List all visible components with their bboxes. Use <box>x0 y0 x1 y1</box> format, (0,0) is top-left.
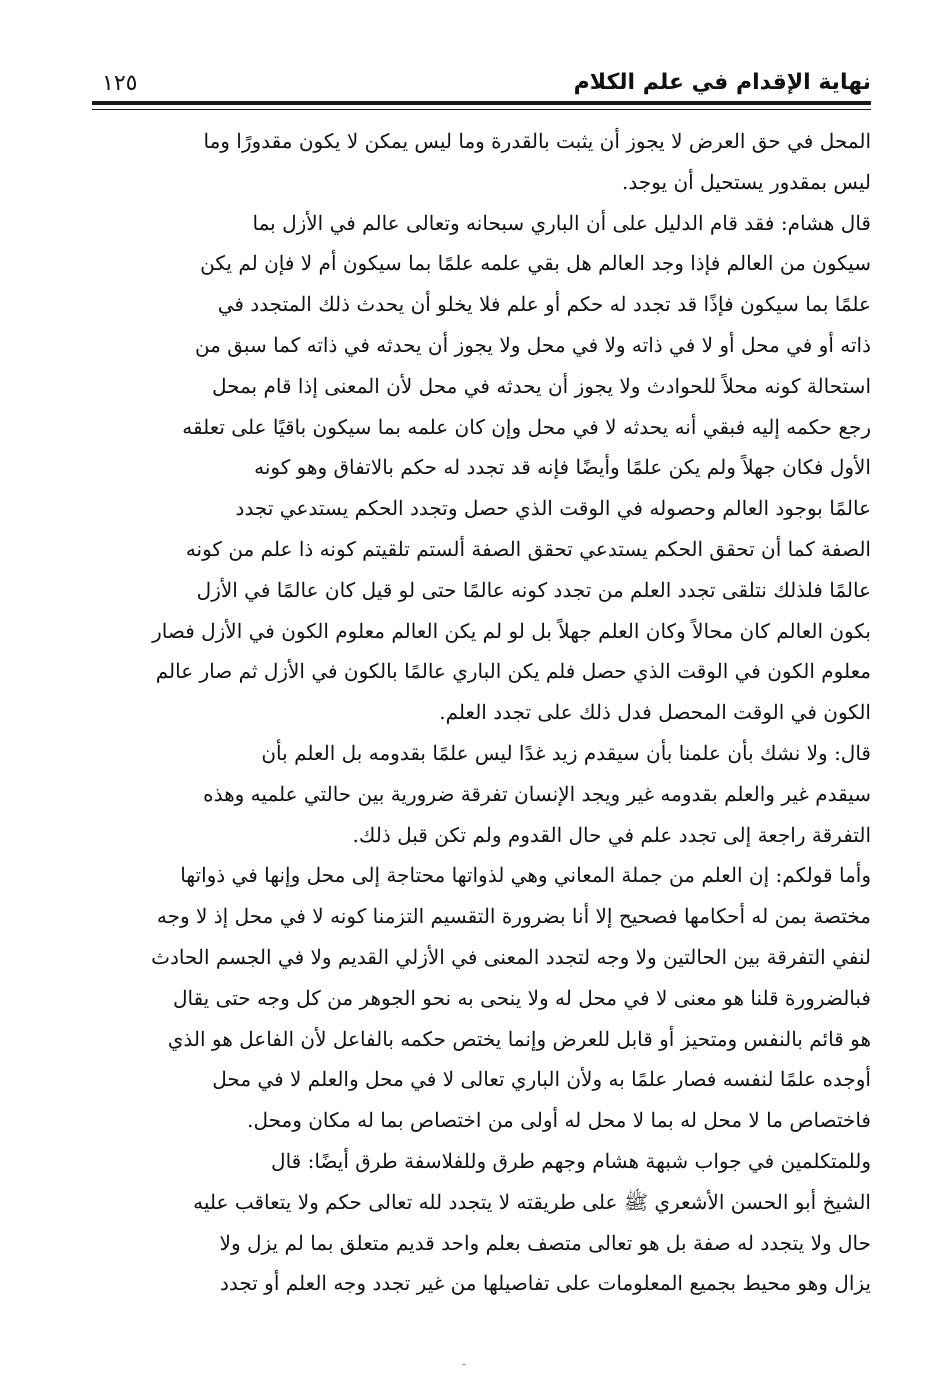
text-line: الصفة كما أن تحقق الحكم يستدعي تحقق الصفة ألستم تلقيتم كونه ذا علم من كونه <box>185 536 871 561</box>
header-rule-thin <box>92 109 871 110</box>
text-line: الشيخ أبو الحسن الأشعري ﷺ على طريقته لا يتجدد لله تعالى حكم ولا يتعاقب عليه <box>193 1189 871 1214</box>
text-line: سيقدم غير والعلم بقدومه غير ويجد الإنسان تفرقة ضرورية بين حالتي علميه وهذه <box>203 781 871 806</box>
text-line: التفرقة راجعة إلى تجدد علم في حال القدوم ولم تكن قبل ذلك. <box>352 822 871 847</box>
body-text <box>92 121 871 1304</box>
text-line: هو قائم بالنفس ومتحيز أو قابل للعرض وإنما يختص حكمه بالفاعل لأن الفاعل هو الذي <box>167 1026 871 1051</box>
running-header <box>92 68 871 104</box>
text-line: المحل في حق العرض لا يجوز أن يثبت بالقدرة وما ليس يمكن لا يكون مقدورًا وما <box>203 129 871 153</box>
text-line: قال هشام: فقد قام الدليل على أن الباري سبحانه وتعالى عالم في الأزل بما <box>252 210 871 235</box>
text-line: مختصة بمن له أحكامها فصحيح إلا أنا بضرورة التقسيم التزمنا كونه لا في محل إذ لا وجه <box>156 904 871 929</box>
text-line: فاختصاص ما لا محل له بما لا محل له أولى من اختصاص بما له مكان ومحل. <box>247 1108 871 1133</box>
text-line: معلوم الكون في الوقت الذي حصل فلم يكن الباري عالمًا بالكون في الأزل ثم صار عالم <box>155 659 871 684</box>
text-line: ذاته أو في محل أو لا في ذاته ولا في محل ولا يجوز أن يحدثه في ذاته كما سبق من <box>194 332 871 357</box>
text-line: استحالة كونه محلاً للحوادث ولا يجوز أن يحدثه في محل لأن المعنى إذا قام بمحل <box>211 373 871 398</box>
text-line: وأما قولكم: إن العلم من جملة المعاني وهي لذواتها محتاجة إلى محل وإنها في ذواتها <box>180 863 871 888</box>
text-line: أوجده علمًا لنفسه فصار علمًا به ولأن الباري تعالى لا في محل والعلم لا في محل <box>212 1067 871 1092</box>
text-line: سيكون من العالم فإذا وجد العالم هل بقي علمه علمًا بما سيكون أم لا فإن لم يكن <box>200 251 871 276</box>
book-title: نهاية الإقدام في علم الكلام <box>573 70 871 95</box>
text-line: وللمتكلمين في جواب شبهة هشام وجهم طرق وللفلاسفة طرق أيضًا: قال <box>271 1148 871 1173</box>
footer-mark <box>462 1364 466 1365</box>
text-line: لنفي التفرقة بين الحالتين ولا وجه لتجدد المعنى في الأزلي القديم ولا في الجسم الحادث <box>151 944 871 969</box>
text-line: قال: ولا نشك بأن علمنا بأن سيقدم زيد غدًا ليس علمًا بقدومه بل العلم بأن <box>261 740 871 765</box>
text-line: فبالضرورة قلنا هو معنى لا في محل له ولا ينحى به نحو الجوهر من كل وجه حتى يقال <box>172 985 871 1010</box>
text-line: الأول فكان جهلاً ولم يكن علمًا وأيضًا فإنه قد تجدد له حكم بالاتفاق وهو كونه <box>254 455 871 480</box>
text-line: يزال وهو محيط بجميع المعلومات على تفاصيلها من غير تجدد وجه العلم أو تجدد <box>219 1271 871 1296</box>
text-line: علمًا بما سيكون فإذًا قد تجدد له حكم أو علم فلا يخلو أن يحدث ذلك المتجدد في <box>217 292 871 317</box>
page-number: ١٢٥ <box>102 71 138 96</box>
text-line: بكون العالم كان محالاً وكان العلم جهلاً بل لو لم يكن العالم معلوم الكون في الأزل فصار <box>152 618 871 643</box>
text-line: رجع حكمه إليه فبقي أنه يحدثه لا في محل وإن كان علمه بما سيكون باقيًا على تعلقه <box>182 414 871 439</box>
header-rule-thick <box>92 101 871 105</box>
text-line: عالمًا فلذلك نتلقى تجدد العلم من تجدد كونه عالمًا حتى لو قيل كان عالمًا في الأزل <box>196 577 871 602</box>
text-line: الكون في الوقت المحصل فدل ذلك على تجدد العلم. <box>439 700 871 725</box>
text-line: ليس بمقدور يستحيل أن يوجد. <box>621 169 871 194</box>
text-line: حال ولا يتجدد له صفة بل هو تعالى متصف بعلم واحد قديم متعلق بما لم يزل ولا <box>219 1230 871 1255</box>
text-line: عالمًا بوجود العالم وحصوله في الوقت الذي حصل وتجدد الحكم يستدعي تجدد <box>235 496 871 521</box>
